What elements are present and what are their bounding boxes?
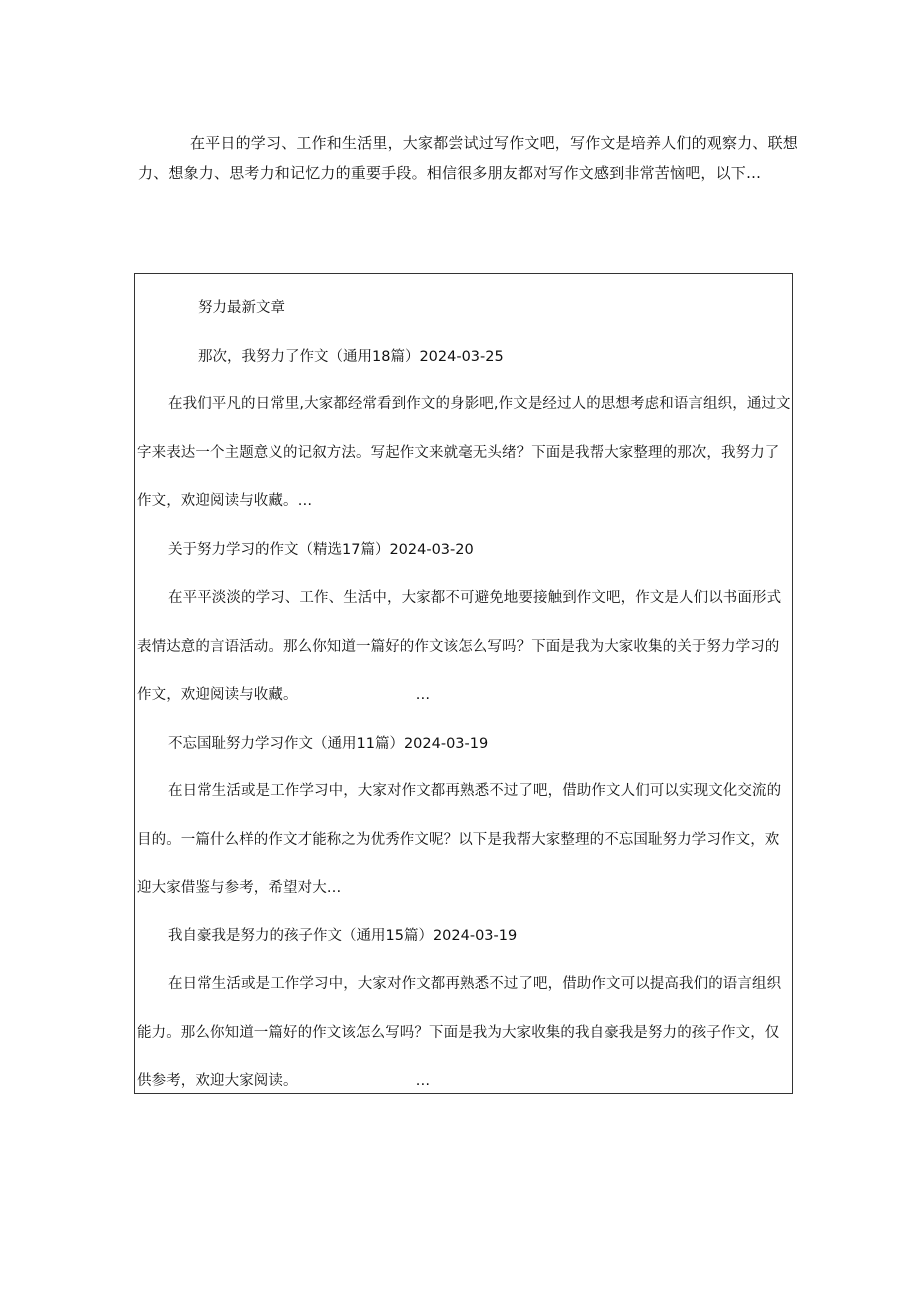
article-title-1[interactable]: 那次，我努力了作文（通用18篇）2024-03-25 <box>198 349 504 365</box>
latest-articles-box <box>134 273 793 1094</box>
article-summary-2-text: 在平平淡淡的学习、工作、生活中，大家都不可避免地要接触到作文吧，作文是人们以书面形式表情达意的言语活动。那么你知道一篇好的作文该怎么写吗？下面是我为大家收集的关于努力学习的作文，欢迎阅读与收藏。 <box>137 590 782 703</box>
article-summary-3: 在日常生活或是工作学习中，大家对作文都再熟悉不过了吧，借助作文人们可以实现文化交流的目的。一篇什么样的作文才能称之为优秀作文呢？以下是我帮大家整理的不忘国耻努力学习作文，欢迎大家借鉴与参考，希望对大… <box>137 783 782 896</box>
article-summary-4 <box>137 960 793 1106</box>
article-summary-4-ellipsis: … <box>415 1073 431 1089</box>
intro-paragraph: 在平日的学习、工作和生活里，大家都尝试过写作文吧，写作文是培养人们的观察力、联想力、想象力、思考力和记忆力的重要手段。相信很多朋友都对写作文感到非常苦恼吧，以下… <box>138 134 799 182</box>
article-summary-4-text: 在日常生活或是工作学习中，大家对作文都再熟悉不过了吧，借助作文可以提高我们的语言组织能力。那么你知道一篇好的作文该怎么写吗？下面是我为大家收集的我自豪我是努力的孩子作文，仅供参考，欢迎大家阅读。 <box>137 976 782 1089</box>
article-summary-1: 在我们平凡的日常里,大家都经常看到作文的身影吧,作文是经过人的思想考虑和语言组织，通过文字来表达一个主题意义的记叙方法。写起作文来就毫无头绪？下面是我帮大家整理的那次，我努力了作文，欢迎阅读与收藏。… <box>137 396 791 509</box>
article-title-2[interactable]: 关于努力学习的作文（精选17篇）2024-03-20 <box>168 542 474 558</box>
article-title-3[interactable]: 不忘国耻努力学习作文（通用11篇）2024-03-19 <box>168 736 489 752</box>
article-summary-2-ellipsis: … <box>415 687 431 703</box>
section-heading: 努力最新文章 <box>198 300 285 316</box>
article-title-4[interactable]: 我自豪我是努力的孩子作文（通用15篇）2024-03-19 <box>168 928 518 944</box>
article-summary-2 <box>137 574 793 720</box>
